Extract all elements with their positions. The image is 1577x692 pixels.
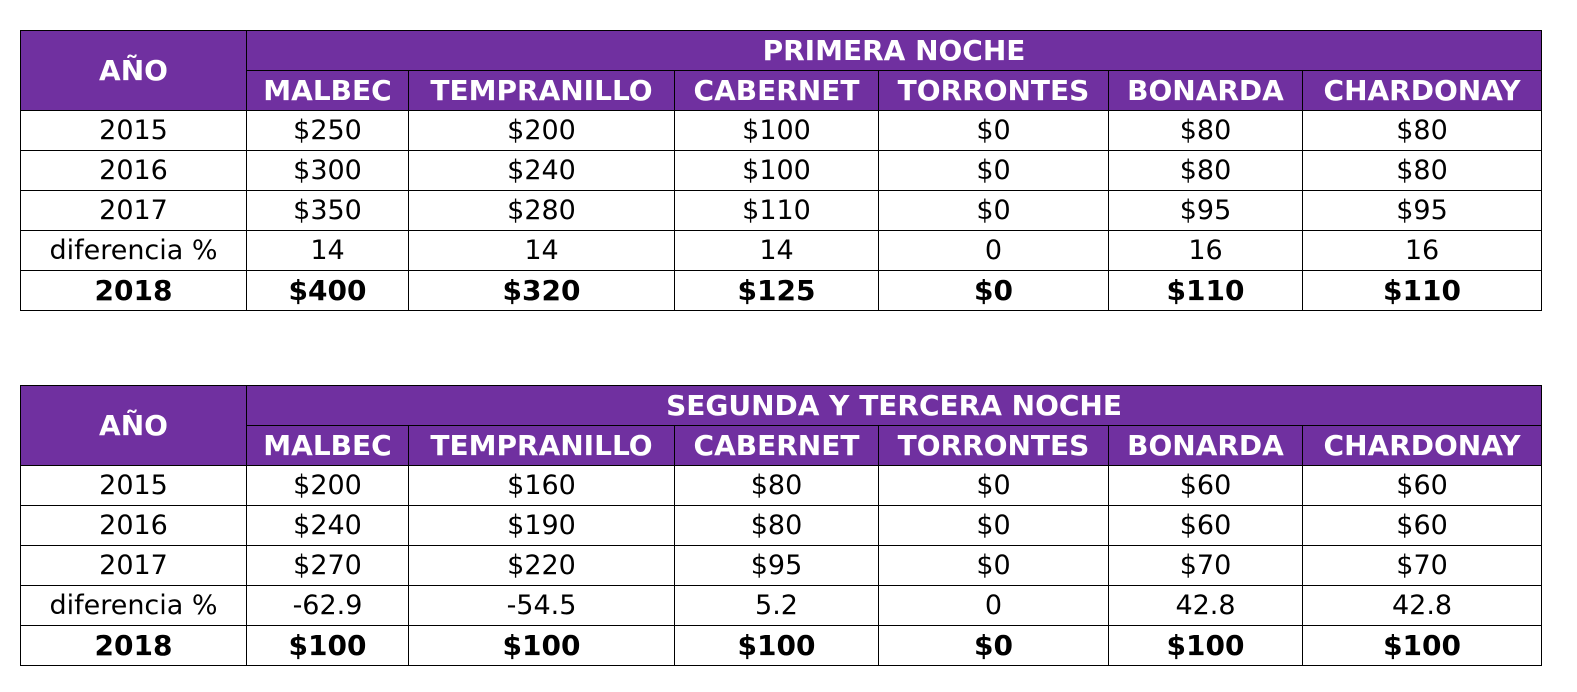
- table-cell: $270: [247, 546, 409, 586]
- table-row-total: [21, 271, 1542, 311]
- table-cell: $100: [675, 151, 879, 191]
- table-cell: 42.8: [1303, 586, 1542, 626]
- table-cell: $200: [247, 466, 409, 506]
- table-cell: $110: [1109, 271, 1303, 311]
- year-column-header: AÑO: [21, 31, 247, 111]
- table-cell: $0: [879, 151, 1109, 191]
- table-cell: $0: [879, 111, 1109, 151]
- row-label: 2016: [21, 151, 247, 191]
- table-title: PRIMERA NOCHE: [247, 31, 1542, 71]
- table-cell: $60: [1109, 466, 1303, 506]
- table-row: [21, 231, 1542, 271]
- table-cell: $100: [409, 626, 675, 666]
- table-row: [21, 151, 1542, 191]
- table-row: [21, 586, 1542, 626]
- column-header-tempranillo: TEMPRANILLO: [409, 71, 675, 111]
- column-header-cabernet: CABERNET: [675, 71, 879, 111]
- table-row: [21, 111, 1542, 151]
- table-cell: $70: [1303, 546, 1542, 586]
- table-cell: $320: [409, 271, 675, 311]
- table-cell: $0: [879, 466, 1109, 506]
- table-cell: $400: [247, 271, 409, 311]
- table-cell: $60: [1303, 506, 1542, 546]
- table-cell: 16: [1303, 231, 1542, 271]
- row-label: 2015: [21, 466, 247, 506]
- table-cell: -62.9: [247, 586, 409, 626]
- table-cell: -54.5: [409, 586, 675, 626]
- table-row: [21, 546, 1542, 586]
- row-label: 2016: [21, 506, 247, 546]
- table-cell: $80: [675, 506, 879, 546]
- table-title-row: [21, 31, 1542, 71]
- row-label: diferencia %: [21, 231, 247, 271]
- table-cell: $0: [879, 506, 1109, 546]
- table-cell: 14: [247, 231, 409, 271]
- row-label: 2017: [21, 191, 247, 231]
- row-label: diferencia %: [21, 586, 247, 626]
- table-cell: 0: [879, 586, 1109, 626]
- table-cell: $240: [247, 506, 409, 546]
- row-label: 2018: [21, 271, 247, 311]
- year-column-header: AÑO: [21, 386, 247, 466]
- table-cell: $240: [409, 151, 675, 191]
- table-cell: $80: [1109, 151, 1303, 191]
- table-cell: $110: [1303, 271, 1542, 311]
- table-cell: 42.8: [1109, 586, 1303, 626]
- table-cell: $100: [1303, 626, 1542, 666]
- table-cell: $0: [879, 626, 1109, 666]
- table-cell: $80: [1109, 111, 1303, 151]
- table-cell: 14: [409, 231, 675, 271]
- table-cell: $100: [675, 626, 879, 666]
- column-header-bonarda: BONARDA: [1109, 71, 1303, 111]
- row-label: 2015: [21, 111, 247, 151]
- table-cell: $95: [1303, 191, 1542, 231]
- row-label: 2017: [21, 546, 247, 586]
- column-header-cabernet: CABERNET: [675, 426, 879, 466]
- table-row: [21, 506, 1542, 546]
- table-cell: $80: [675, 466, 879, 506]
- table-cell: $0: [879, 546, 1109, 586]
- row-label: 2018: [21, 626, 247, 666]
- table-cell: $0: [879, 271, 1109, 311]
- table-cell: $70: [1109, 546, 1303, 586]
- column-header-chardonay: CHARDONAY: [1303, 426, 1542, 466]
- table-cell: $300: [247, 151, 409, 191]
- table-row-total: [21, 626, 1542, 666]
- table-cell: 14: [675, 231, 879, 271]
- table-cell: $160: [409, 466, 675, 506]
- table-cell: $80: [1303, 151, 1542, 191]
- table-cell: 0: [879, 231, 1109, 271]
- table-cell: $100: [675, 111, 879, 151]
- column-header-malbec: MALBEC: [247, 71, 409, 111]
- column-header-chardonay: CHARDONAY: [1303, 71, 1542, 111]
- table-cell: $125: [675, 271, 879, 311]
- table-cell: $110: [675, 191, 879, 231]
- table-cell: 16: [1109, 231, 1303, 271]
- table-cell: $200: [409, 111, 675, 151]
- table-cell: $190: [409, 506, 675, 546]
- table-cell: $250: [247, 111, 409, 151]
- column-header-malbec: MALBEC: [247, 426, 409, 466]
- primera-noche-table: [20, 30, 1542, 311]
- column-header-tempranillo: TEMPRANILLO: [409, 426, 675, 466]
- table-cell: $280: [409, 191, 675, 231]
- column-header-row: [21, 71, 1542, 111]
- table-title-row: [21, 386, 1542, 426]
- table-cell: $100: [1109, 626, 1303, 666]
- column-header-bonarda: BONARDA: [1109, 426, 1303, 466]
- table-cell: $60: [1303, 466, 1542, 506]
- table-cell: $100: [247, 626, 409, 666]
- table-cell: $95: [1109, 191, 1303, 231]
- table-cell: $60: [1109, 506, 1303, 546]
- column-header-torrontes: TORRONTES: [879, 71, 1109, 111]
- table-cell: $95: [675, 546, 879, 586]
- column-header-row: [21, 426, 1542, 466]
- column-header-torrontes: TORRONTES: [879, 426, 1109, 466]
- table-title: SEGUNDA Y TERCERA NOCHE: [247, 386, 1542, 426]
- table-cell: 5.2: [675, 586, 879, 626]
- table-row: [21, 191, 1542, 231]
- table-cell: $350: [247, 191, 409, 231]
- table-cell: $0: [879, 191, 1109, 231]
- table-cell: $80: [1303, 111, 1542, 151]
- table-cell: $220: [409, 546, 675, 586]
- segunda-tercera-noche-table: [20, 385, 1542, 666]
- table-row: [21, 466, 1542, 506]
